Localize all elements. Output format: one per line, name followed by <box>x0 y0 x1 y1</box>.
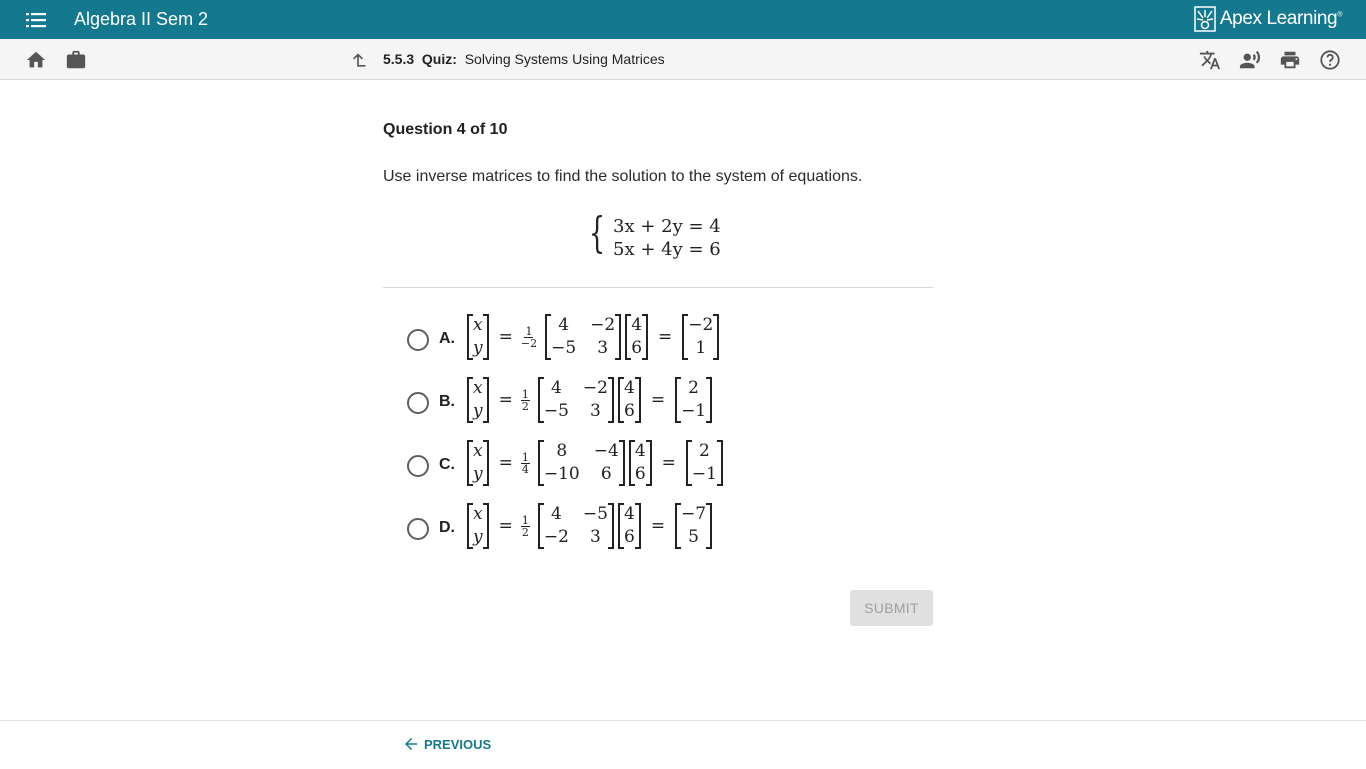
option-expression: x y = $\frac{1}{-2}$ 4 −2 −5 3 4 6 = −2 1 <box>465 312 721 362</box>
brace: { <box>589 208 606 257</box>
equation-1: 3x + 2y = 4 <box>613 216 721 237</box>
briefcase-icon[interactable] <box>65 49 87 71</box>
variable-vector: x y <box>467 503 489 549</box>
option-letter: A. <box>439 330 455 347</box>
result-vector: 2 −1 <box>675 377 712 423</box>
constant-vector: 4 6 <box>618 503 641 549</box>
radio-button[interactable] <box>407 455 429 477</box>
result-vector: 2 −1 <box>686 440 723 486</box>
page-title: Solving Systems Using Matrices <box>464 51 665 67</box>
home-icon[interactable] <box>25 49 47 71</box>
previous-button[interactable] <box>402 735 491 753</box>
variable-vector: x y <box>467 314 489 360</box>
brand-logo <box>1194 6 1342 32</box>
result-vector: −2 1 <box>682 314 719 360</box>
coefficient-matrix: 4 −5 −2 3 <box>538 503 614 549</box>
answer-option-d[interactable] <box>407 501 927 557</box>
option-letter: D. <box>439 519 455 536</box>
answer-option-b[interactable] <box>407 375 927 431</box>
course-title: Algebra II Sem 2 <box>74 9 209 29</box>
option-expression: x y = $\frac{1}{2}$ 4 −5 −2 3 4 6 = −7 5 <box>465 501 714 551</box>
coefficient-matrix: 4 −2 −5 3 <box>538 377 614 423</box>
return-arrow-icon[interactable] <box>348 50 368 70</box>
scalar-fraction: $\frac{1}{2}$ <box>521 387 529 413</box>
previous-label: PREVIOUS <box>424 736 492 752</box>
brand-name: Apex Learning® <box>1219 8 1342 29</box>
constant-vector: 4 6 <box>625 314 648 360</box>
submit-button[interactable]: SUBMIT <box>850 590 933 626</box>
breadcrumb <box>383 51 665 67</box>
translate-icon[interactable] <box>1199 49 1221 71</box>
question-number: Question 4 of 10 <box>383 121 508 138</box>
equation-2: 5x + 4y = 6 <box>613 239 721 260</box>
answer-option-c[interactable] <box>407 438 927 494</box>
option-expression: x y = $\frac{1}{2}$ 4 −2 −5 3 4 6 = 2 −1 <box>465 375 714 425</box>
coefficient-matrix: 8 −4 −10 6 <box>538 440 625 486</box>
question-prompt: Use inverse matrices to find the solution to the system of equations. <box>383 168 863 185</box>
result-vector: −7 5 <box>675 503 712 549</box>
radio-button[interactable] <box>407 392 429 414</box>
print-icon[interactable] <box>1279 49 1301 71</box>
apex-logo-icon <box>1194 6 1216 32</box>
toolbar <box>0 39 1366 80</box>
activity-type: Quiz: <box>421 51 457 67</box>
constant-vector: 4 6 <box>618 377 641 423</box>
option-expression: x y = $\frac{1}{4}$ 8 −4 −10 6 4 6 = 2 −1 <box>465 438 725 488</box>
app-header <box>0 0 1366 39</box>
section-number: 5.5.3 <box>383 51 415 67</box>
help-icon[interactable] <box>1319 49 1341 71</box>
arrow-left-icon <box>402 735 420 753</box>
option-letter: B. <box>439 393 455 410</box>
radio-button[interactable] <box>407 329 429 351</box>
footer-nav <box>0 720 1366 769</box>
answer-option-a[interactable] <box>407 312 927 368</box>
divider <box>383 287 933 288</box>
text-to-speech-icon[interactable] <box>1239 49 1261 71</box>
radio-button[interactable] <box>407 518 429 540</box>
coefficient-matrix: 4 −2 −5 3 <box>545 314 621 360</box>
list-menu-icon[interactable] <box>26 12 46 28</box>
scalar-fraction: $\frac{1}{4}$ <box>521 450 529 476</box>
scalar-fraction: $\frac{1}{-2}$ <box>520 324 538 350</box>
constant-vector: 4 6 <box>629 440 652 486</box>
variable-vector: x y <box>467 440 489 486</box>
scalar-fraction: $\frac{1}{2}$ <box>521 513 529 539</box>
option-letter: C. <box>439 456 455 473</box>
variable-vector: x y <box>467 377 489 423</box>
